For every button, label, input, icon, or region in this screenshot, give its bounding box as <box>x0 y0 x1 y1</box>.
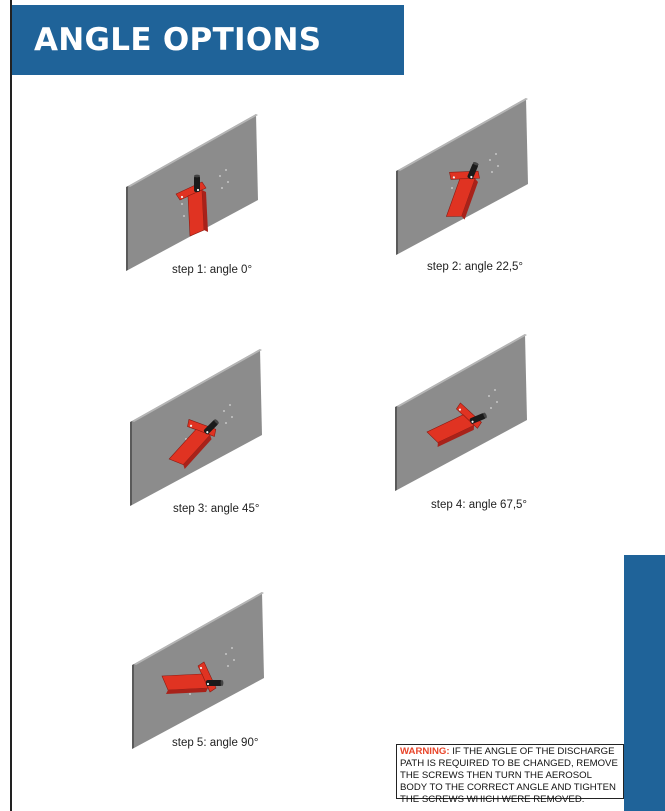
screw-hole-dot <box>451 187 453 189</box>
wall-panel-edge <box>132 664 134 749</box>
step-1-illustration <box>126 112 266 272</box>
aerosol-body <box>188 190 204 236</box>
page-header <box>12 5 404 75</box>
wall-panel-edge <box>130 421 132 506</box>
screw-hole-dot <box>491 171 493 173</box>
wall-panel-edge <box>396 170 398 255</box>
screw-hole-dot <box>495 153 497 155</box>
screw-hole-dot <box>231 647 233 649</box>
step-1-drawing <box>126 112 266 272</box>
warning-text: IF THE ANGLE OF THE DISCHARGE PATH IS REQUIRED TO BE CHANGED, REMOVE THE SCREWS THEN TURN THE AEROSOL BODY TO THE CORRECT ANGLE AND TIGHTEN THE SCREWS WHICH WERE REMOVED. <box>400 746 618 805</box>
step-3-illustration <box>130 347 270 507</box>
screw-hole-dot <box>227 181 229 183</box>
screw-hole-dot <box>183 215 185 217</box>
screw-hole-dot <box>490 407 492 409</box>
step-2-drawing <box>396 96 536 256</box>
step-4-illustration <box>395 332 535 492</box>
screw-hole-dot <box>225 169 227 171</box>
screw-hole-dot <box>488 395 490 397</box>
screw-hole-dot <box>225 653 227 655</box>
step-5-drawing <box>132 590 272 750</box>
step-2-caption: step 2: angle 22,5° <box>427 261 524 273</box>
screw-hole-dot <box>219 175 221 177</box>
black-cylinder-top <box>194 175 200 178</box>
step-4-caption: step 4: angle 67,5° <box>431 499 528 511</box>
page-title: ANGLE OPTIONS <box>34 22 322 58</box>
side-tab <box>624 555 665 811</box>
step-3-caption: step 3: angle 45° <box>173 503 260 515</box>
bracket-screw <box>200 667 202 669</box>
step-2-illustration <box>396 96 536 256</box>
wall-panel <box>134 592 264 748</box>
bracket-screw <box>207 683 209 685</box>
screw-hole-dot <box>189 693 191 695</box>
warning-box <box>396 744 624 805</box>
screw-hole-dot <box>233 659 235 661</box>
screw-hole-dot <box>229 404 231 406</box>
screw-hole-dot <box>231 416 233 418</box>
screw-hole-dot <box>181 203 183 205</box>
left-border-rule <box>10 0 12 811</box>
screw-hole-dot <box>496 401 498 403</box>
black-cylinder-top <box>221 680 224 686</box>
warning-label: WARNING: <box>400 746 450 757</box>
step-5-illustration <box>132 590 272 750</box>
wall-panel-edge <box>126 186 128 271</box>
aerosol-body <box>162 674 208 690</box>
screw-hole-dot <box>494 389 496 391</box>
wall-panel-edge <box>395 406 397 491</box>
screw-hole-dot <box>221 187 223 189</box>
bracket-screw <box>181 196 183 198</box>
bracket-screw <box>197 189 199 191</box>
screw-hole-dot <box>223 410 225 412</box>
screw-hole-dot <box>489 159 491 161</box>
step-4-drawing <box>395 332 535 492</box>
step-3-drawing <box>130 347 270 507</box>
screw-hole-dot <box>225 422 227 424</box>
step-5-caption: step 5: angle 90° <box>172 737 259 749</box>
step-1-caption: step 1: angle 0° <box>172 264 253 276</box>
screw-hole-dot <box>497 165 499 167</box>
screw-hole-dot <box>227 665 229 667</box>
